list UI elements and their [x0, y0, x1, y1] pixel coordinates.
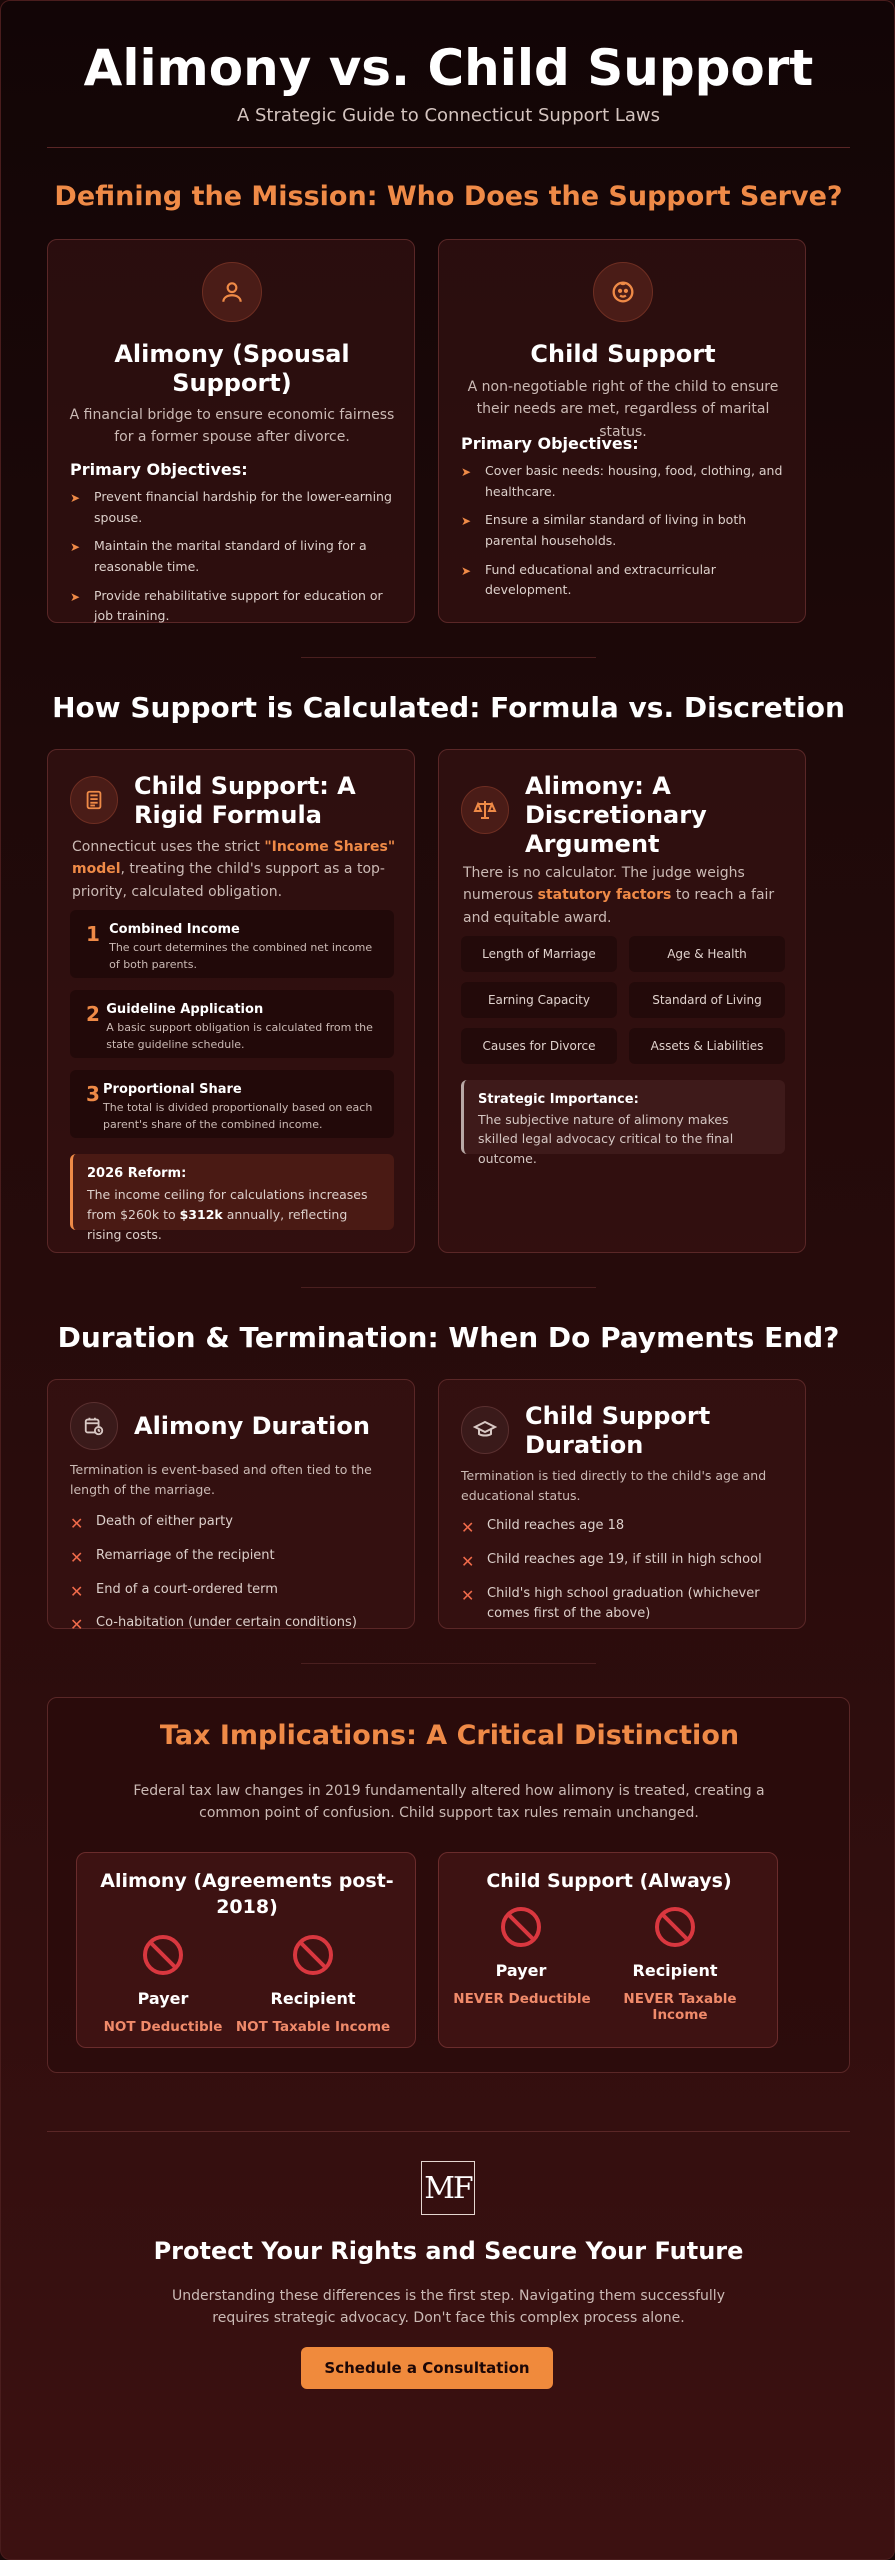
- child-support-duration-card: [438, 1379, 806, 1629]
- child-support-mission-card: [438, 239, 806, 623]
- divider: [301, 1287, 596, 1288]
- payer-tax-note: NEVER Deductible: [453, 1991, 591, 2007]
- recipient-label: Recipient: [632, 1961, 718, 1980]
- factor-chip: Causes for Divorce: [461, 1028, 617, 1064]
- list-item: ➤ Ensure a similar standard of living in both parental households.: [461, 510, 785, 551]
- section-heading-mission: Defining the Mission: Who Does the Support Serve?: [54, 181, 843, 212]
- alimony-duration-title: Alimony Duration: [134, 1412, 370, 1440]
- alimony-discretion-card: [438, 749, 806, 1253]
- child-support-formula-title: Child Support: A Rigid Formula: [134, 772, 356, 829]
- schedule-consultation-button[interactable]: Schedule a Consultation: [301, 2347, 553, 2389]
- child-support-duration-title: Child Support Duration: [525, 1402, 711, 1459]
- child-support-formula-card: [47, 749, 415, 1253]
- list-item: ➤ Prevent financial hardship for the lower-earning spouse.: [70, 487, 394, 528]
- prohibited-icon: [291, 1933, 335, 1981]
- recipient-label: Recipient: [270, 1989, 356, 2008]
- alimony-duration-desc: Termination is event-based and often tied to the length of the marriage.: [70, 1462, 372, 1497]
- payer-tax-note: NOT Deductible: [103, 2019, 223, 2035]
- list-item: ✕ Child reaches age 18: [461, 1516, 785, 1541]
- alimony-discretion-title: Alimony: A Discretionary Argument: [525, 772, 707, 858]
- x-icon: ✕: [70, 1514, 84, 1533]
- arrow-bullet-icon: ➤: [461, 465, 472, 479]
- list-item: ➤ Cover basic needs: housing, food, clothing, and healthcare.: [461, 461, 785, 502]
- x-icon: ✕: [461, 1551, 475, 1571]
- scales-icon: [461, 786, 509, 834]
- arrow-bullet-icon: ➤: [70, 491, 81, 505]
- list-item: ✕ Death of either party: [70, 1512, 394, 1537]
- child-support-termination-list: [461, 1516, 785, 1633]
- divider: [47, 147, 850, 148]
- factor-chip: Assets & Liabilities: [629, 1028, 785, 1064]
- strategic-importance-callout: Strategic Importance: The subjective nature of alimony makes skilled legal advocacy critical to the final outcome.: [461, 1080, 785, 1154]
- recipient-tax-note: NEVER Taxable Income: [623, 1991, 737, 2023]
- child-support-duration-desc: Termination is tied directly to the child's age and educational status.: [461, 1468, 767, 1503]
- factor-chip: Length of Marriage: [461, 936, 617, 972]
- tax-implications-panel: [47, 1697, 850, 2073]
- child-support-objectives-list: [461, 461, 785, 609]
- list-item: ✕ Remarriage of the recipient: [70, 1546, 394, 1571]
- statutory-factors-grid: [461, 936, 785, 1064]
- arrow-bullet-icon: ➤: [461, 514, 472, 529]
- child-support-mission-title: Child Support: [530, 340, 716, 368]
- firm-logo: MF: [421, 2161, 475, 2215]
- prohibited-icon: [141, 1933, 185, 1981]
- alimony-mission-desc: A financial bridge to ensure economic fairness for a former spouse after divorce.: [69, 407, 395, 446]
- list-item: ✕ Child's high school graduation (whichever comes first of the above): [461, 1585, 760, 1621]
- alimony-mission-card: [47, 239, 415, 623]
- alimony-mission-title: Alimony (Spousal Support): [114, 340, 350, 397]
- arrow-bullet-icon: ➤: [70, 589, 81, 604]
- section-heading-calculation: How Support is Calculated: Formula vs. Discretion: [52, 691, 845, 724]
- child-support-objectives-title: Primary Objectives:: [461, 434, 639, 453]
- x-icon: ✕: [70, 1581, 84, 1601]
- factor-chip: Earning Capacity: [461, 982, 617, 1018]
- prohibited-icon: [499, 1905, 543, 1953]
- section-heading-tax: Tax Implications: A Critical Distinction: [159, 1720, 740, 1751]
- prohibited-icon: [653, 1905, 697, 1953]
- child-support-formula-desc: Connecticut uses the strict "Income Shares" model, treating the child's support as a top-priority, calculated obligation.: [72, 839, 396, 900]
- x-icon: ✕: [461, 1585, 475, 1605]
- divider: [47, 2131, 850, 2132]
- reform-callout: 2026 Reform: The income ceiling for calculations increases from $260k to $312k annually, reflecting rising costs.: [70, 1154, 394, 1230]
- page-subtitle: A Strategic Guide to Connecticut Support Laws: [236, 105, 661, 126]
- recipient-tax-note: NOT Taxable Income: [235, 2019, 391, 2035]
- arrow-bullet-icon: ➤: [70, 540, 81, 555]
- step-guideline-application: 2 Guideline Application A basic support obligation is calculated from the state guideline schedule.: [70, 990, 394, 1058]
- list-item: ➤ Maintain the marital standard of living for a reasonable time.: [70, 536, 394, 577]
- alimony-duration-card: [47, 1379, 415, 1635]
- person-icon: [202, 262, 262, 322]
- child-support-tax-card: [438, 1852, 778, 2048]
- alimony-objectives-list: [70, 487, 394, 635]
- list-item: ➤ Fund educational and extracurricular development.: [461, 560, 785, 601]
- step-proportional-share: 3 Proportional Share The total is divided proportionally based on each parent's share of the combined income.: [70, 1070, 394, 1138]
- child-support-mission-desc: A non-negotiable right of the child to ensure their needs are met, regardless of marital status.: [467, 379, 779, 440]
- footer-description: Understanding these differences is the first step. Navigating them successfully requires strategic advocacy. Don't face this complex process alone.: [172, 2288, 725, 2327]
- payer-label: Payer: [137, 1989, 189, 2008]
- x-icon: ✕: [70, 1615, 84, 1635]
- arrow-bullet-icon: ➤: [461, 563, 472, 578]
- x-icon: ✕: [70, 1547, 84, 1567]
- alimony-tax-title: Alimony (Agreements post-2018): [100, 1870, 394, 1918]
- alimony-discretion-desc: There is no calculator. The judge weighs numerous statutory factors to reach a fair and equitable award.: [463, 865, 775, 926]
- list-item: ✕ Co-habitation (under certain conditions): [70, 1613, 394, 1638]
- alimony-objectives-title: Primary Objectives:: [70, 460, 248, 479]
- child-support-tax-title: Child Support (Always): [486, 1870, 732, 1892]
- list-item: ➤ Provide rehabilitative support for education or job training.: [70, 586, 394, 627]
- calculator-icon: [70, 776, 118, 824]
- footer-heading: Protect Your Rights and Secure Your Future: [153, 2237, 744, 2265]
- divider: [301, 657, 596, 658]
- step-combined-income: 1 Combined Income The court determines the combined net income of both parents.: [70, 910, 394, 978]
- section-heading-duration: Duration & Termination: When Do Payments End?: [57, 1321, 840, 1354]
- divider: [301, 1663, 596, 1664]
- calendar-clock-icon: [70, 1402, 118, 1450]
- child-face-icon: [593, 262, 653, 322]
- page-title: Alimony vs. Child Support: [83, 39, 814, 97]
- x-icon: ✕: [461, 1518, 475, 1537]
- list-item: ✕ End of a court-ordered term: [70, 1580, 394, 1605]
- alimony-tax-card: [76, 1852, 416, 2048]
- alimony-termination-list: [70, 1512, 394, 1647]
- payer-label: Payer: [495, 1961, 547, 1980]
- tax-description: Federal tax law changes in 2019 fundamentally altered how alimony is treated, creating a common point of confusion. Child support tax rules remain unchanged.: [133, 1783, 765, 1822]
- factor-chip: Standard of Living: [629, 982, 785, 1018]
- factor-chip: Age & Health: [629, 936, 785, 972]
- list-item: ✕ Child reaches age 19, if still in high school: [461, 1550, 785, 1575]
- graduation-cap-icon: [461, 1406, 509, 1454]
